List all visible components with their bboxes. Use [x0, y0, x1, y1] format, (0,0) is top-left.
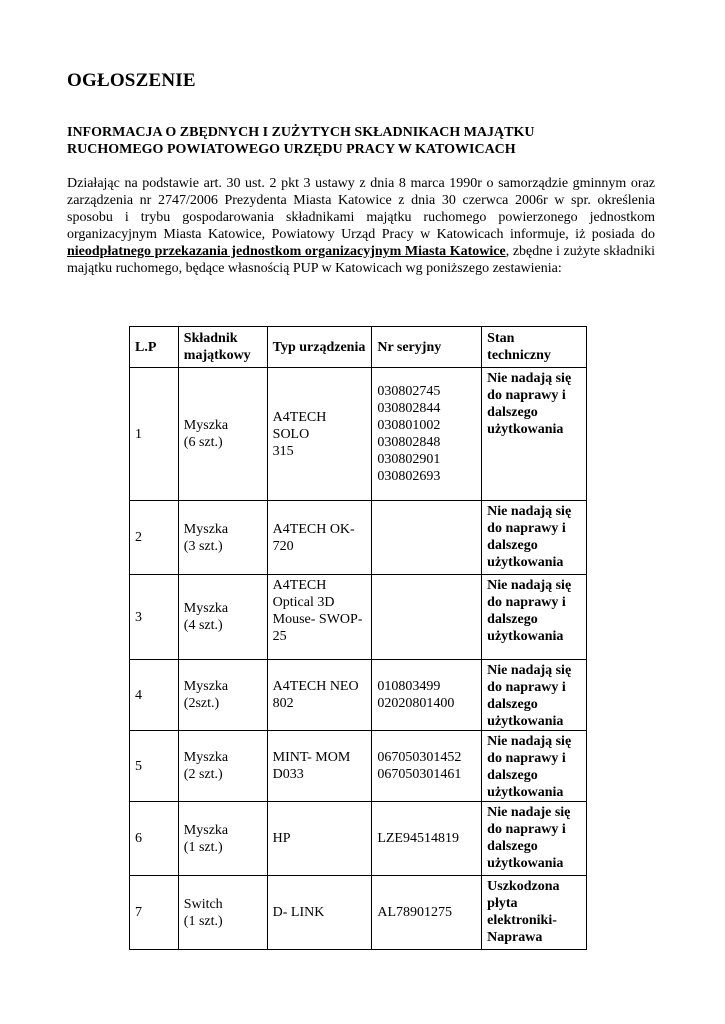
status-line: do naprawy i [487, 521, 566, 536]
table-header-row [130, 327, 587, 368]
type-line: A4TECH SOLO [272, 409, 327, 442]
header-item-line-2: majątkowy [183, 348, 251, 363]
status-line: dalszego [487, 612, 538, 627]
status-line: Naprawa [487, 930, 543, 945]
cell-lp: 4 [130, 660, 179, 731]
status-line: użytkowania [487, 856, 564, 871]
cell-serial [372, 575, 482, 660]
table-row [130, 575, 587, 660]
cell-lp: 7 [130, 876, 179, 950]
cell-lp: 5 [130, 731, 179, 802]
type-line: 720 [272, 538, 294, 554]
type-line: A4TECH [272, 578, 327, 593]
header-serial: Nr seryjny [372, 327, 482, 368]
status-line: do naprawy i [487, 595, 566, 610]
type-line: A4TECH OK- [272, 521, 355, 537]
status-line: Nie nadają się [487, 371, 572, 386]
serial-number: 030802848 [377, 435, 441, 450]
cell-lp: 6 [130, 802, 179, 876]
type-line: D- LINK [272, 905, 325, 920]
header-lp: L.P [130, 327, 179, 368]
table-row [130, 660, 587, 731]
type-line: Mouse- SWOP- [272, 612, 363, 627]
type-line: 315 [272, 443, 294, 459]
cell-serial [372, 731, 482, 802]
status-line: płyta [487, 896, 518, 911]
header-type: Typ urządzenia [267, 327, 372, 368]
cell-lp: 3 [130, 575, 179, 660]
intro-paragraph [67, 175, 655, 277]
assets-table [129, 326, 587, 950]
cell-status [482, 802, 587, 876]
item-quantity: (1 szt.) [183, 913, 223, 929]
table-row [130, 501, 587, 575]
cell-item [178, 731, 267, 802]
type-line: D033 [272, 767, 304, 782]
cell-type [267, 575, 372, 660]
cell-status [482, 368, 587, 501]
table-row [130, 876, 587, 950]
status-line: użytkowania [487, 785, 564, 800]
cell-serial [372, 501, 482, 575]
serial-number: 030801002 [377, 418, 441, 433]
serial-number: 067050301452 [377, 750, 462, 765]
serial-number: 030802693 [377, 469, 441, 484]
serial-number: AL78901275 [377, 905, 452, 920]
intro-text-start: Działając na podstawie art. 30 ust. 2 pkt 3 ustawy z dnia 8 marca 1990r o samorządzie gminnym oraz zarządzenia nr 2747/2006 Prezydenta Miasta Katowice z dnia 30 czerwca 2006r w spr. określenia sposobu i trybu gospodarowania składnikami majątku ruchomego powierzonego jednostkom organizacyjnym Miasta Katowice, Powiatowy Urząd Pracy w Katowicach informuje, iż posiada do [67, 176, 655, 242]
cell-type [267, 501, 372, 575]
status-line: dalszego [487, 839, 538, 854]
item-name: Myszka [183, 750, 229, 765]
intro-emphasis: nieodpłatnego przekazania jednostkom organizacyjnym Miasta Katowice [67, 244, 506, 259]
status-line: Nie nadają się [487, 578, 572, 593]
cell-item [178, 368, 267, 501]
status-line: Nie nadają się [487, 663, 572, 678]
item-name: Myszka [183, 521, 229, 537]
document-subtitle [67, 124, 667, 158]
header-status [482, 327, 587, 368]
cell-status [482, 575, 587, 660]
item-quantity: (2 szt.) [183, 767, 223, 782]
item-quantity: (1 szt.) [183, 839, 223, 855]
header-status-line-1: Stan [487, 331, 515, 346]
item-quantity: (4 szt.) [183, 618, 223, 633]
cell-type [267, 368, 372, 501]
serial-number: LZE94514819 [377, 831, 459, 846]
cell-item [178, 876, 267, 950]
serial-number: 010803499 [377, 679, 441, 694]
intro-text-end: , zbędne i zużyte składniki majątku ruchomego, będące własnością PUP w Katowicach wg poniższego zestawienia: [67, 244, 655, 276]
serial-number: 030802901 [377, 452, 441, 467]
cell-type [267, 660, 372, 731]
subtitle-line-1: INFORMACJA O ZBĘDNYCH I ZUŻYTYCH SKŁADNIKACH MAJĄTKU [67, 125, 535, 140]
status-line: dalszego [487, 697, 538, 712]
serial-number: 030802745 [377, 384, 441, 399]
status-line: dalszego [487, 538, 538, 553]
item-name: Switch [183, 896, 223, 912]
cell-status [482, 876, 587, 950]
item-name: Myszka [183, 418, 229, 433]
page-title: OGŁOSZENIE [67, 70, 196, 91]
cell-type [267, 876, 372, 950]
status-line: Uszkodzona [487, 879, 560, 894]
type-line: 802 [272, 696, 294, 711]
header-item [178, 327, 267, 368]
cell-item [178, 575, 267, 660]
cell-status [482, 731, 587, 802]
type-line: HP [272, 831, 291, 846]
serial-number: 030802844 [377, 401, 441, 416]
cell-serial [372, 660, 482, 731]
item-name: Myszka [183, 822, 229, 838]
cell-type [267, 731, 372, 802]
status-line: użytkowania [487, 629, 564, 644]
cell-lp: 2 [130, 501, 179, 575]
cell-type [267, 802, 372, 876]
table-row [130, 802, 587, 876]
table-row [130, 731, 587, 802]
header-item-line-1: Składnik [183, 331, 238, 346]
item-name: Myszka [183, 679, 229, 694]
type-line: 25 [272, 629, 287, 644]
status-line: dalszego [487, 405, 538, 420]
cell-serial [372, 368, 482, 501]
status-line: do naprawy i [487, 388, 566, 403]
serial-number: 02020801400 [377, 696, 455, 711]
type-line: Optical 3D [272, 595, 335, 610]
status-line: do naprawy i [487, 822, 566, 837]
type-line: A4TECH NEO [272, 679, 359, 694]
status-line: Nie nadaje się [487, 805, 571, 820]
status-line: elektroniki- [487, 913, 557, 928]
item-quantity: (2szt.) [183, 696, 220, 711]
table-body [130, 368, 587, 950]
status-line: użytkowania [487, 422, 564, 437]
table-row [130, 368, 587, 501]
status-line: do naprawy i [487, 680, 566, 695]
status-line: użytkowania [487, 714, 564, 729]
item-quantity: (6 szt.) [183, 435, 223, 450]
subtitle-line-2: RUCHOMEGO POWIATOWEGO URZĘDU PRACY W KATOWICACH [67, 142, 516, 157]
status-line: dalszego [487, 768, 538, 783]
status-line: użytkowania [487, 555, 564, 570]
cell-item [178, 501, 267, 575]
header-status-line-2: techniczny [487, 348, 551, 363]
cell-lp: 1 [130, 368, 179, 501]
serial-number: 067050301461 [377, 767, 462, 782]
item-quantity: (3 szt.) [183, 538, 223, 554]
status-line: Nie nadają się [487, 504, 572, 519]
cell-item [178, 660, 267, 731]
cell-serial [372, 876, 482, 950]
status-line: Nie nadają się [487, 734, 572, 749]
status-line: do naprawy i [487, 751, 566, 766]
cell-item [178, 802, 267, 876]
item-name: Myszka [183, 601, 229, 616]
cell-status [482, 501, 587, 575]
cell-serial [372, 802, 482, 876]
cell-status [482, 660, 587, 731]
type-line: MINT- MOM [272, 750, 351, 765]
